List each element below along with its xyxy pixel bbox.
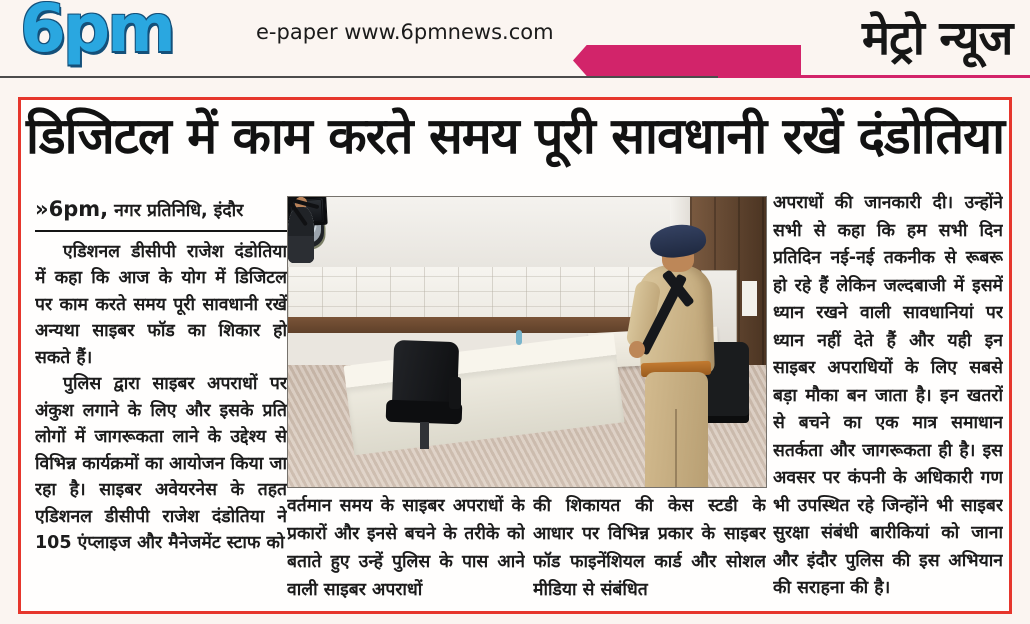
column-right xyxy=(773,190,1003,606)
section-ribbon xyxy=(573,45,801,76)
paragraph: की शिकायत की केस स्टडी के आधार पर विभिन्न प्रकार के साइबर फॉड फाइनेंशियल कार्ड और सोशल मीडिया से संबंधित xyxy=(533,496,766,600)
column-mid-1 xyxy=(287,492,525,608)
panel-wall xyxy=(288,267,690,322)
byline-source: 6pm, xyxy=(48,197,109,221)
column-mid-2 xyxy=(533,492,766,608)
paragraph: अपराधों की जानकारी दी। उन्होंने सभी से कहा कि हम सभी दिन प्रतिदिन नई-नई तकनीक से रूबरू हो रहे हैं लेकिन जल्दबाजी में इसमें ध्यान रखने वाली सावधानियां पर ध्यान नहीं देते हैं और यही इन साइबर अपराधियों के लिए सबसे बड़ा मौका बन जाता है। इन खतरों से बचने का एक मात्र समाधान सतर्कता और जागरूकता ही है। इस अवसर पर कंपनी के अधिकारी गण भी उपस्थित रहे जिन्होंने भी साइबर सुरक्षा संबंधी बारीकियां को जाना और इंदौर पुलिस की इस अभियान की सराहना की है। xyxy=(773,193,1003,598)
epaper-url: e-paper www.6pmnews.com xyxy=(256,20,554,44)
column-left xyxy=(35,196,287,602)
section-title: मेट्रो न्यूज xyxy=(862,11,1013,66)
byline xyxy=(35,196,287,232)
headline: डिजिटल में काम करते समय पूरी सावधानी रखें दंडोतिया xyxy=(25,107,1005,165)
water-bottle xyxy=(516,330,522,345)
article-box xyxy=(18,97,1012,614)
masthead-rule xyxy=(0,76,760,78)
paragraph: पुलिस द्वारा साइबर अपराधों पर अंकुश लगाने के लिए और इसके प्रति लोगों में जागरूकता लाने के उद्देश्य से विभिन्न कार्यक्रमों का आयोजन किया जा रहा है। साइबर अवेयरनेस के तहत एडिशनल डीसीपी राजेश दंडोतिया ने 105 एंप्लाइज और मैनेजमेंट स्टाफ को xyxy=(35,374,287,553)
article-photo xyxy=(287,196,767,488)
paragraph: वर्तमान समय के साइबर अपराधों के प्रकारों और इनसे बचने के तरीके को बताते हुए उन्हें पुलिस के पास आने वाली साइबर अपराधों xyxy=(287,496,525,600)
wall-notice xyxy=(742,281,757,316)
paragraph: एडिशनल डीसीपी राजेश दंडोतिया में कहा कि आज के योग में डिजिटल पर काम करते समय पूरी सावधानी रखें अन्यथा साइबर फॉड का शिकार हो सकते हैं। xyxy=(35,241,287,368)
byline-marker-icon: » xyxy=(35,197,49,221)
byline-location: नगर प्रतिनिधि, इंदौर xyxy=(108,201,244,221)
newspaper-logo: 6pm xyxy=(20,0,173,67)
